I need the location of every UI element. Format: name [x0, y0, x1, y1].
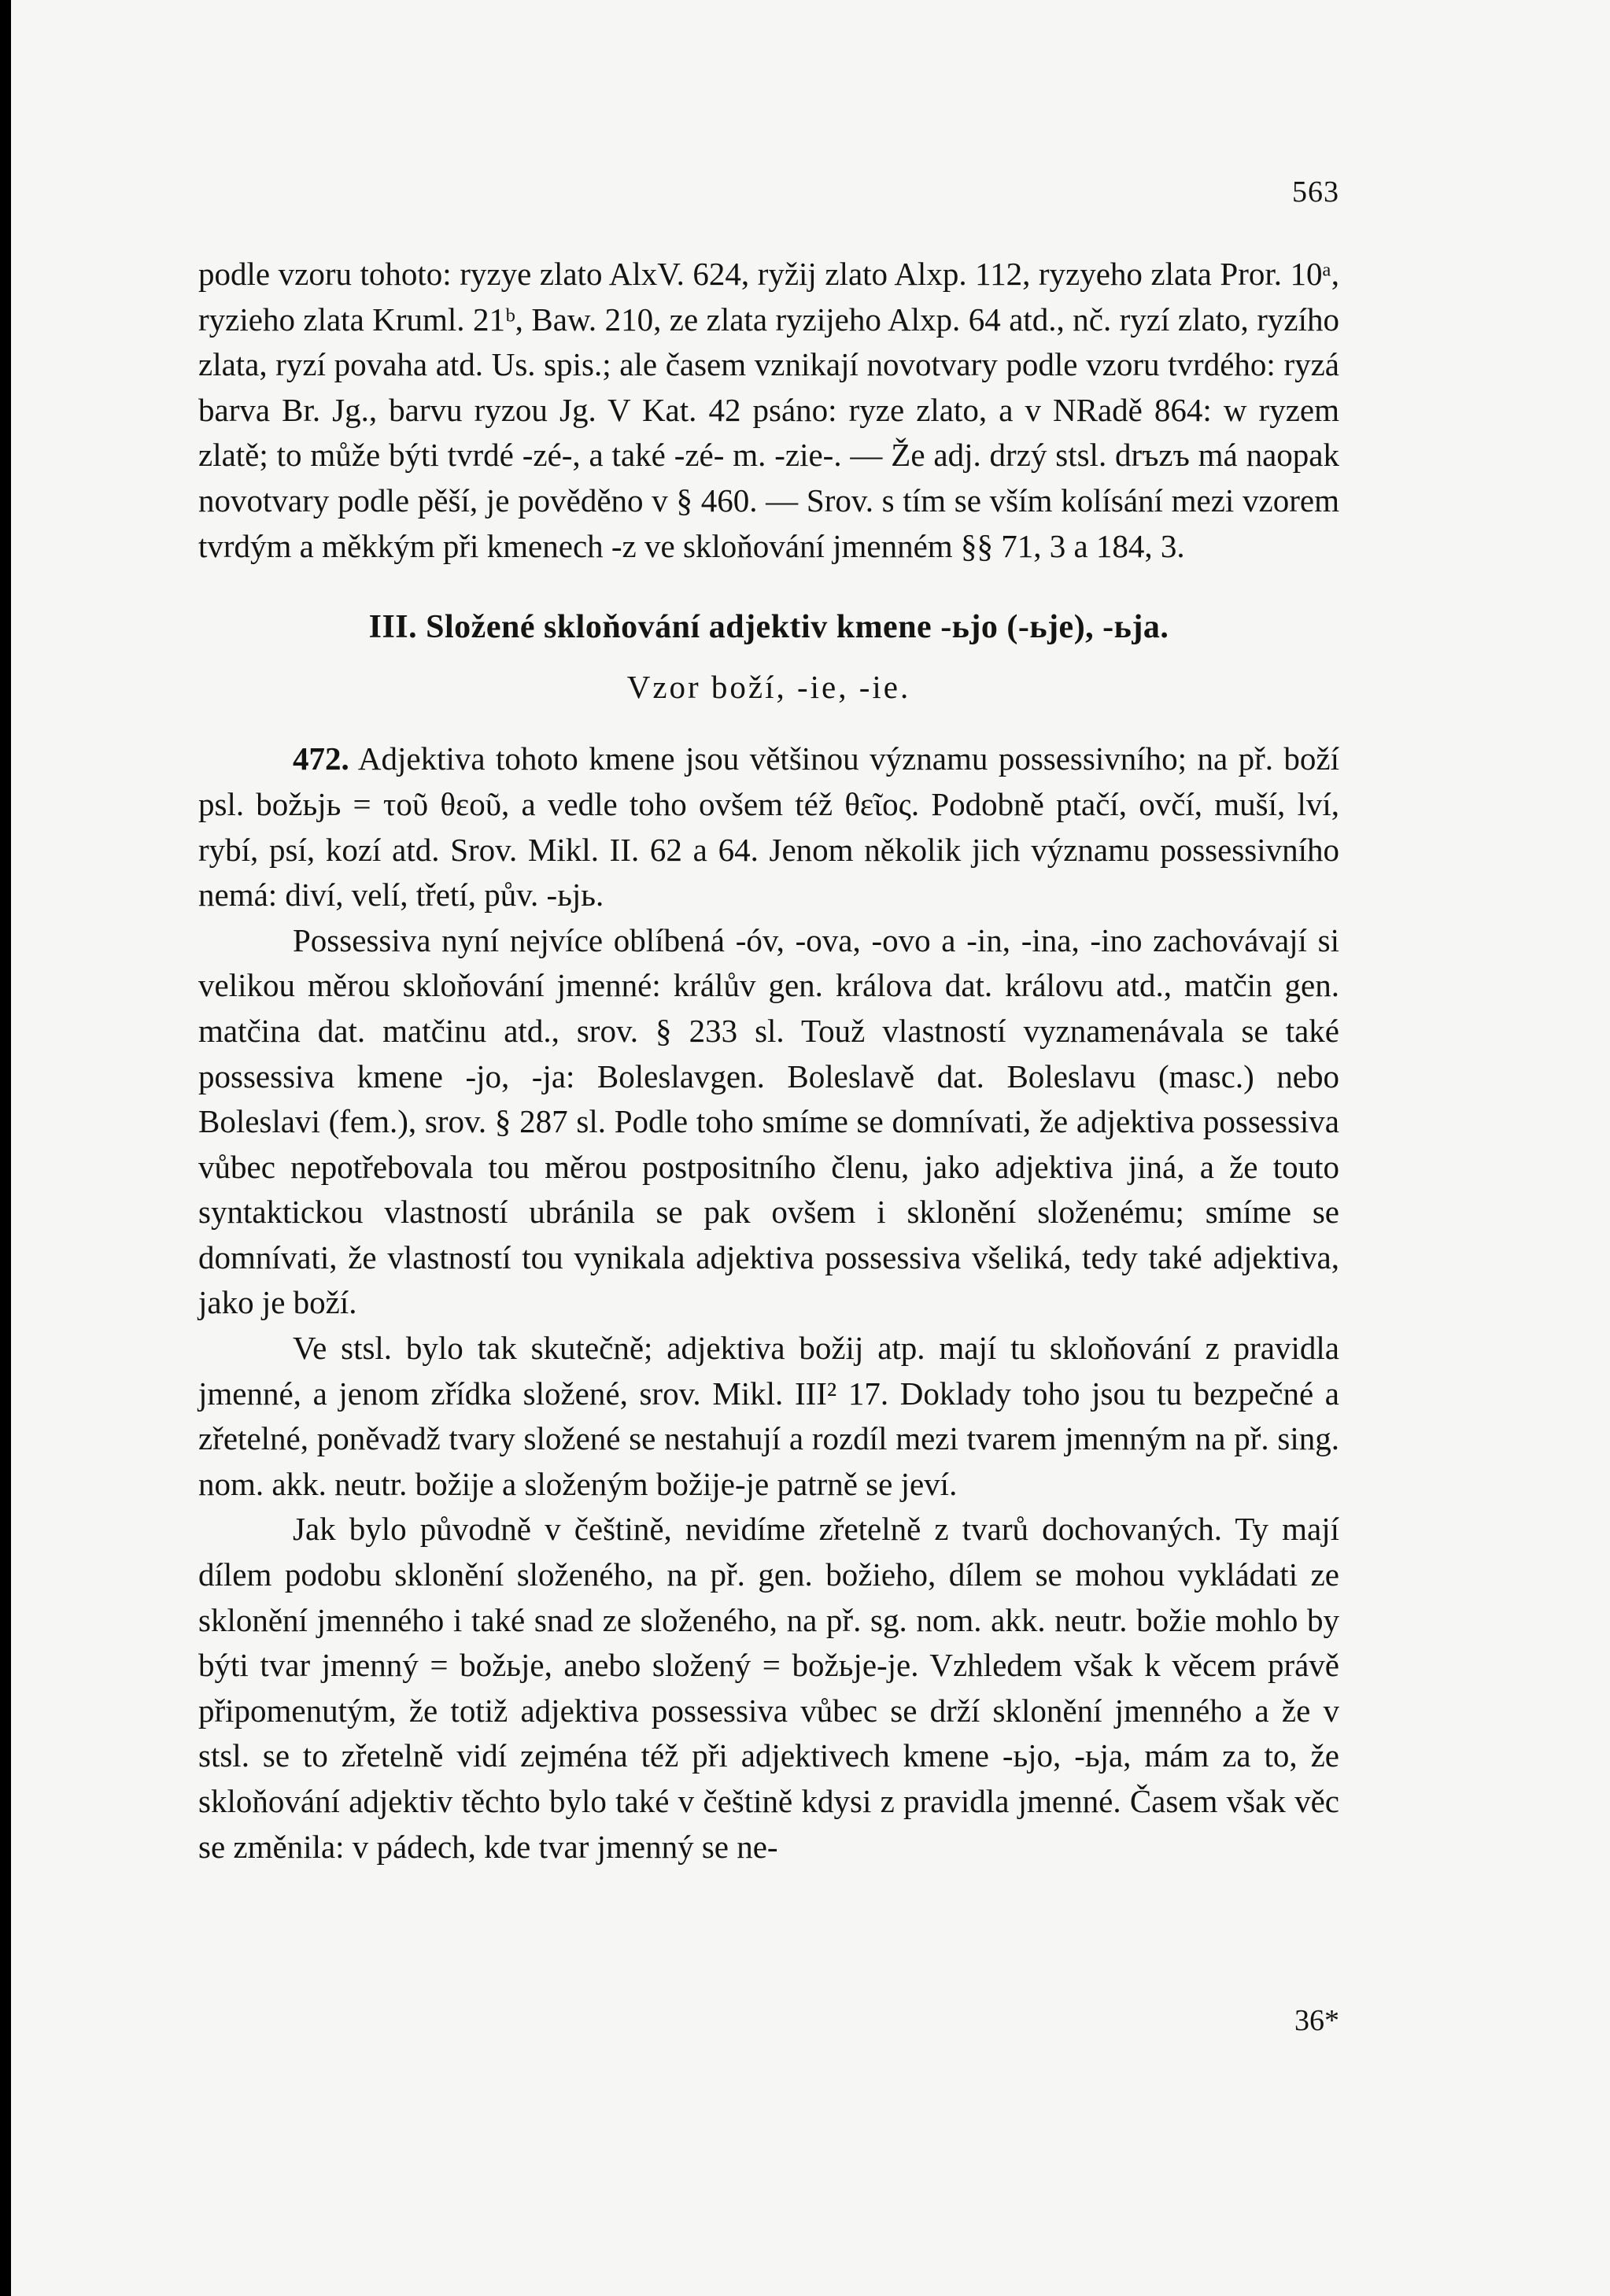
paragraph-possessiva: Possessiva nyní nejvíce oblíbená -óv, -ova, -ovo a -in, -ina, -ino zachovávají si velikou měrou skloňování jmenné: králův gen. králova dat. královu atd., matčin gen. matčina dat. matčinu atd., srov. § 233 sl. Touž vlastností vyznamenávala se také possessiva kmene -jo, -ja: Boleslavgen. Boleslavě dat. Boleslavu (masc.) nebo Boleslavi (fem.), srov. § 287 sl. Podle toho smíme se domnívati, že adjektiva possessiva vůbec nepotřebovala tou měrou postpositního členu, jako adjektiva jiná, a že touto syntaktickou vlastností ubránila se pak ovšem i sklonění složenému; smíme se domnívati, že vlastností tou vynikala adjektiva possessiva všeliká, tedy také adjektiva, jako je boží.: [198, 921, 1339, 1321]
printer-signature: 36*: [1294, 2004, 1339, 2037]
paragraph-number: 472.: [293, 740, 349, 777]
book-page: [11, 0, 1610, 2296]
paragraph-472-text: Adjektiva tohoto kmene jsou většinou významu possessivního; na př. boží psl. božьjь = τοῦ θεοῦ, a vedle toho ovšem též θεῖος. Podobně ptačí, ovčí, muší, lví, rybí, psí, kozí atd. Srov. Mikl. II. 62 a 64. Jenom několik jich významu possessivního nemá: diví, velí, třetí, pův. -ьjь.: [198, 740, 1339, 914]
paragraph-cestina: Jak bylo původně v češtině, nevidíme zřetelně z tvarů dochovaných. Ty mají dílem podobu sklonění složeného, na př. gen. božieho, dílem se mohou vykládati ze sklonění jmenného i také snad ze složeného, na př. sg. nom. akk. neutr. božie mohlo by býti tvar jmenný = božьje, anebo složený = božьje-je. Vzhledem však k věcem právě připomenutým, že totiž adjektiva possessiva vůbec se drží sklonění jmenného a že v stsl. se to zřetelně vidí zejména též při adjektivech kmene -ьjo, -ьja, mám za to, že skloňování adjektiv těchto bylo také v češtině kdysi z pravidla jmenné. Časem však věc se změnila: v pádech, kde tvar jmenný se ne-: [198, 1511, 1339, 1865]
paragraph-continuation: podle vzoru tohoto: ryzye zlato AlxV. 624, ryžij zlato Alxp. 112, ryzyeho zlata Pror. 10ᵃ, ryzieho zlata Kruml. 21ᵇ, Baw. 210, ze zlata ryzijeho Alxp. 64 atd., nč. ryzí zlato, ryzího zlata, ryzí povaha atd. Us. spis.; ale časem vznikají novotvary podle vzoru tvrdého: ryzá barva Br. Jg., barvu ryzou Jg. V Kat. 42 psáno: ryze zlato, a v NRadě 864: w ryzem zlatě; to může býti tvrdé -zé-, a také -zé- m. -zie-. — Že adj. drzý stsl. drъzъ má naopak novotvary podle pěší, je pověděno v § 460. — Srov. s tím se vším kolísání mezi vzorem tvrdým a měkkým při kmenech -z ve skloňování jmenném §§ 71, 3 a 184, 3.: [198, 256, 1339, 564]
paragraph-472: [198, 736, 1339, 917]
paragraph-stsl: Ve stsl. bylo tak skutečně; adjektiva božij atp. mají tu skloňování z pravidla jmenné, a jenom zřídka složené, srov. Mikl. III² 17. Doklady toho jsou tu bezpečné a zřetelné, poněvadž tvary složené se nestahují a rozdíl mezi tvarem jmenným na př. sing. nom. akk. neutr. božije a složeným božije-je patrně se jeví.: [198, 1330, 1339, 1502]
scan-border: [0, 0, 11, 2296]
text-body: [198, 252, 1339, 1870]
section-subheading: Vzor boží, -ie, -ie.: [626, 668, 911, 705]
page-number: 563: [1292, 175, 1339, 209]
section-heading: III. Složené skloňování adjektiv kmene -ьjo (-ьje), -ьja.: [368, 609, 1169, 646]
